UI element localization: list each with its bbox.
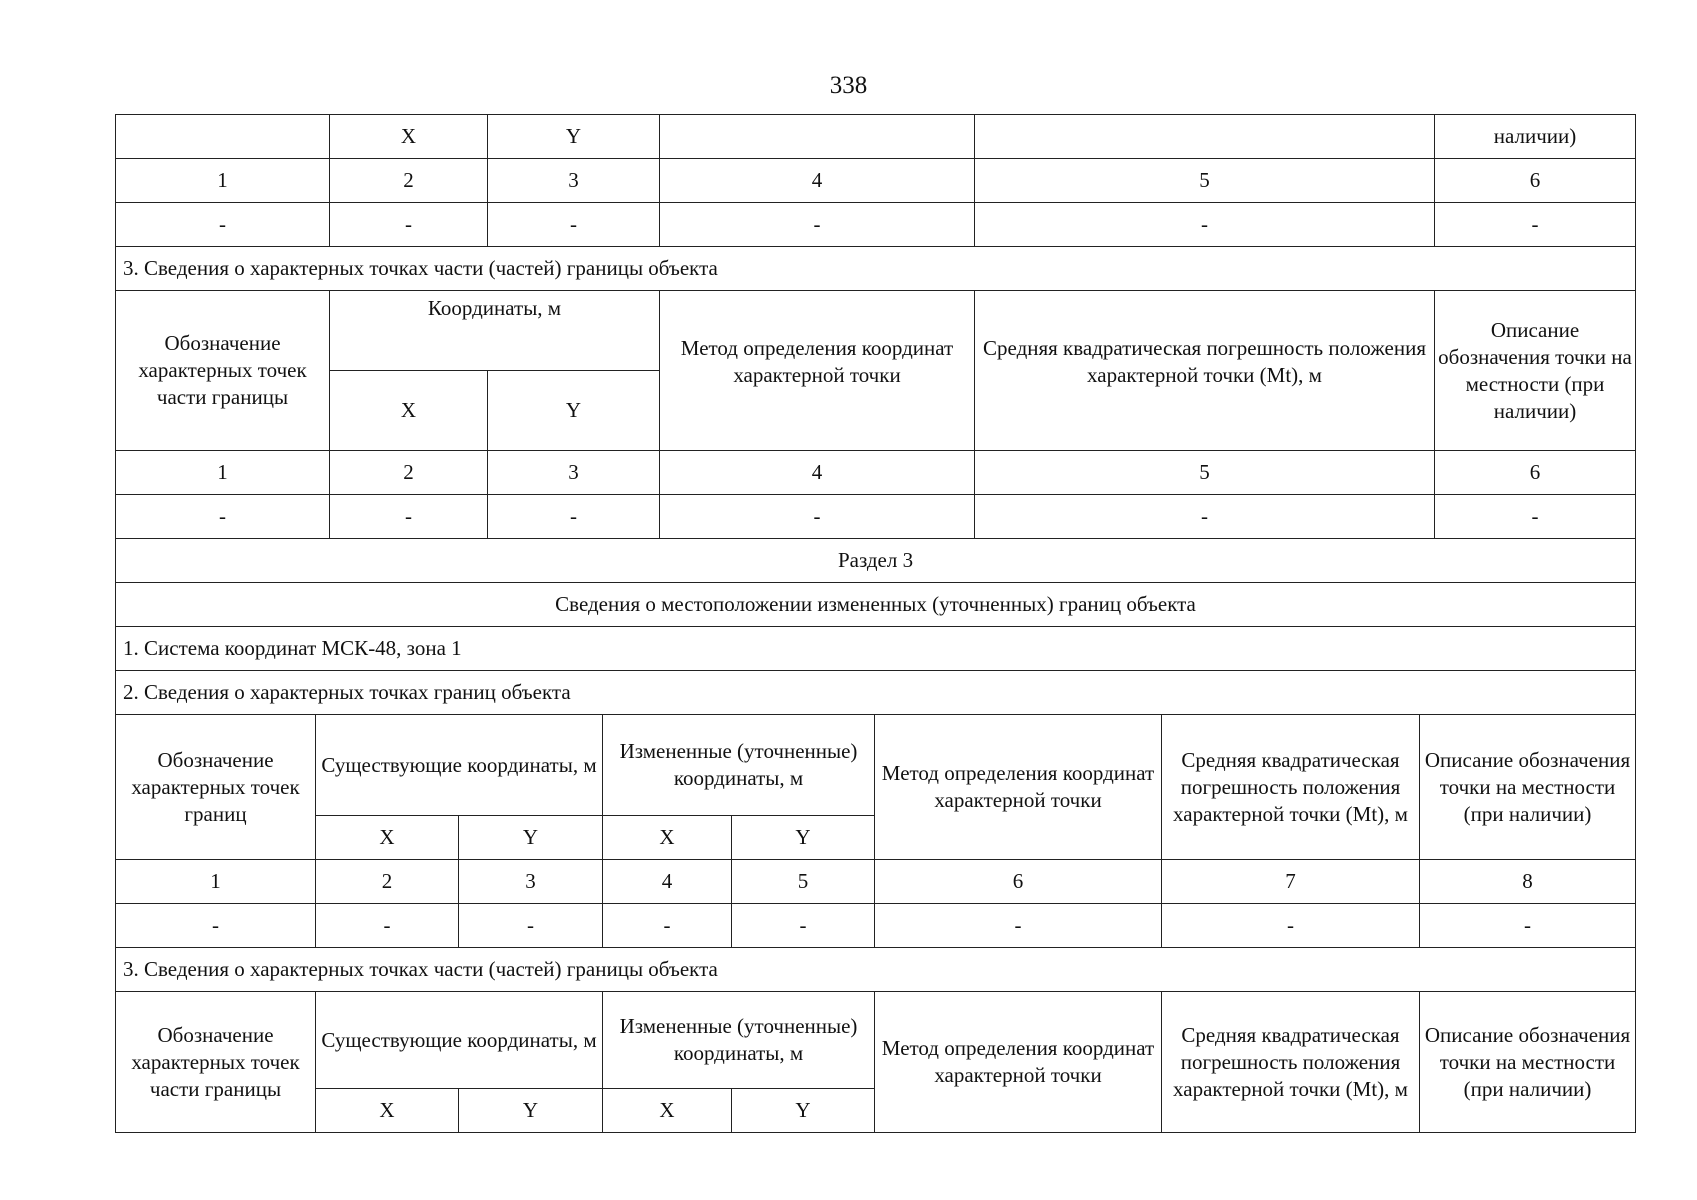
header-y: Y: [732, 1089, 875, 1133]
cell: наличии): [1435, 115, 1636, 159]
header-description: Описание обозначения точки на местности (при наличии): [1435, 291, 1636, 451]
cell: 5: [975, 451, 1435, 495]
cell: -: [459, 904, 603, 948]
cell: -: [975, 203, 1435, 247]
header-x: X: [316, 816, 459, 860]
cell: 3: [488, 159, 660, 203]
coord-system: 1. Система координат МСК-48, зона 1: [116, 627, 1636, 671]
header-description: Описание обозначения точки на местности (при наличии): [1420, 992, 1636, 1133]
header-row: [116, 291, 1636, 371]
cell: [116, 115, 330, 159]
table-row: [116, 904, 1636, 948]
cell: 2: [330, 451, 488, 495]
cell: -: [116, 495, 330, 539]
cell: -: [316, 904, 459, 948]
cell: -: [330, 495, 488, 539]
column-number-row: [116, 159, 1636, 203]
cell: 1: [116, 451, 330, 495]
cell: 2: [330, 159, 488, 203]
cell: -: [488, 495, 660, 539]
header-y: Y: [459, 816, 603, 860]
section-subtitle: Сведения о местоположении измененных (уточненных) границ объекта: [116, 583, 1636, 627]
header-row: [116, 992, 1636, 1089]
points-heading-row: [116, 671, 1636, 715]
header-y: Y: [732, 816, 875, 860]
cell: 1: [116, 159, 330, 203]
points-table-6col: [115, 114, 1636, 539]
section-heading: 3. Сведения о характерных точках части (частей) границы объекта: [116, 247, 1636, 291]
header-y: Y: [459, 1089, 603, 1133]
points-heading: 2. Сведения о характерных точках границ объекта: [116, 671, 1636, 715]
header-x: X: [316, 1089, 459, 1133]
cell: -: [875, 904, 1162, 948]
coord-system-row: [116, 627, 1636, 671]
header-x: X: [603, 1089, 732, 1133]
cell: 4: [603, 860, 732, 904]
cell: -: [660, 495, 975, 539]
cell: 2: [316, 860, 459, 904]
header-existing-coords: Существующие координаты, м: [316, 715, 603, 816]
cell: 4: [660, 159, 975, 203]
header-changed-coords: Измененные (уточненные) координаты, м: [603, 992, 875, 1089]
cell: -: [975, 495, 1435, 539]
cell: [660, 115, 975, 159]
cell: -: [660, 203, 975, 247]
column-number-row: [116, 451, 1636, 495]
cell: -: [603, 904, 732, 948]
cell: -: [116, 203, 330, 247]
cell: [975, 115, 1435, 159]
section-heading-row: [116, 247, 1636, 291]
cell: 6: [1435, 159, 1636, 203]
parts-heading: 3. Сведения о характерных точках части (частей) границы объекта: [116, 948, 1636, 992]
table-row: [116, 495, 1636, 539]
header-method: Метод определения координат характерной точки: [875, 715, 1162, 860]
cell: X: [330, 115, 488, 159]
cell: 3: [459, 860, 603, 904]
parts-heading-row: [116, 948, 1636, 992]
page-number: 338: [829, 72, 868, 99]
cell: 1: [116, 860, 316, 904]
cell: -: [330, 203, 488, 247]
cell: 7: [1162, 860, 1420, 904]
header-changed-coords: Измененные (уточненные) координаты, м: [603, 715, 875, 816]
header-point-designation: Обозначение характерных точек части границы: [116, 291, 330, 451]
header-description: Описание обозначения точки на местности (при наличии): [1420, 715, 1636, 860]
cell: 6: [875, 860, 1162, 904]
table-row: [116, 203, 1636, 247]
cell: -: [116, 904, 316, 948]
header-method: Метод определения координат характерной точки: [875, 992, 1162, 1133]
section-title-row: [116, 539, 1636, 583]
section-title: Раздел 3: [116, 539, 1636, 583]
cell: -: [732, 904, 875, 948]
section-subtitle-row: [116, 583, 1636, 627]
header-existing-coords: Существующие координаты, м: [316, 992, 603, 1089]
header-error: Средняя квадратическая погрешность положения характерной точки (Mt), м: [1162, 992, 1420, 1133]
header-row: [116, 715, 1636, 816]
header-coordinates: Координаты, м: [330, 291, 660, 371]
cell: -: [1435, 203, 1636, 247]
cell: 5: [732, 860, 875, 904]
cell: -: [1420, 904, 1636, 948]
cell: -: [488, 203, 660, 247]
cell: -: [1435, 495, 1636, 539]
section3-table: [115, 538, 1636, 1133]
header-x: X: [603, 816, 732, 860]
cell: Y: [488, 115, 660, 159]
header-x: X: [330, 371, 488, 451]
cell: -: [1162, 904, 1420, 948]
header-y: Y: [488, 371, 660, 451]
cell: 5: [975, 159, 1435, 203]
cell: 3: [488, 451, 660, 495]
cell: 6: [1435, 451, 1636, 495]
header-error: Средняя квадратическая погрешность положения характерной точки (Mt), м: [975, 291, 1435, 451]
header-method: Метод определения координат характерной точки: [660, 291, 975, 451]
header-point-designation: Обозначение характерных точек части границы: [116, 992, 316, 1133]
column-number-row: [116, 860, 1636, 904]
cell: 4: [660, 451, 975, 495]
continuation-row: [116, 115, 1636, 159]
header-error: Средняя квадратическая погрешность положения характерной точки (Mt), м: [1162, 715, 1420, 860]
cell: 8: [1420, 860, 1636, 904]
header-point-designation: Обозначение характерных точек границ: [116, 715, 316, 860]
